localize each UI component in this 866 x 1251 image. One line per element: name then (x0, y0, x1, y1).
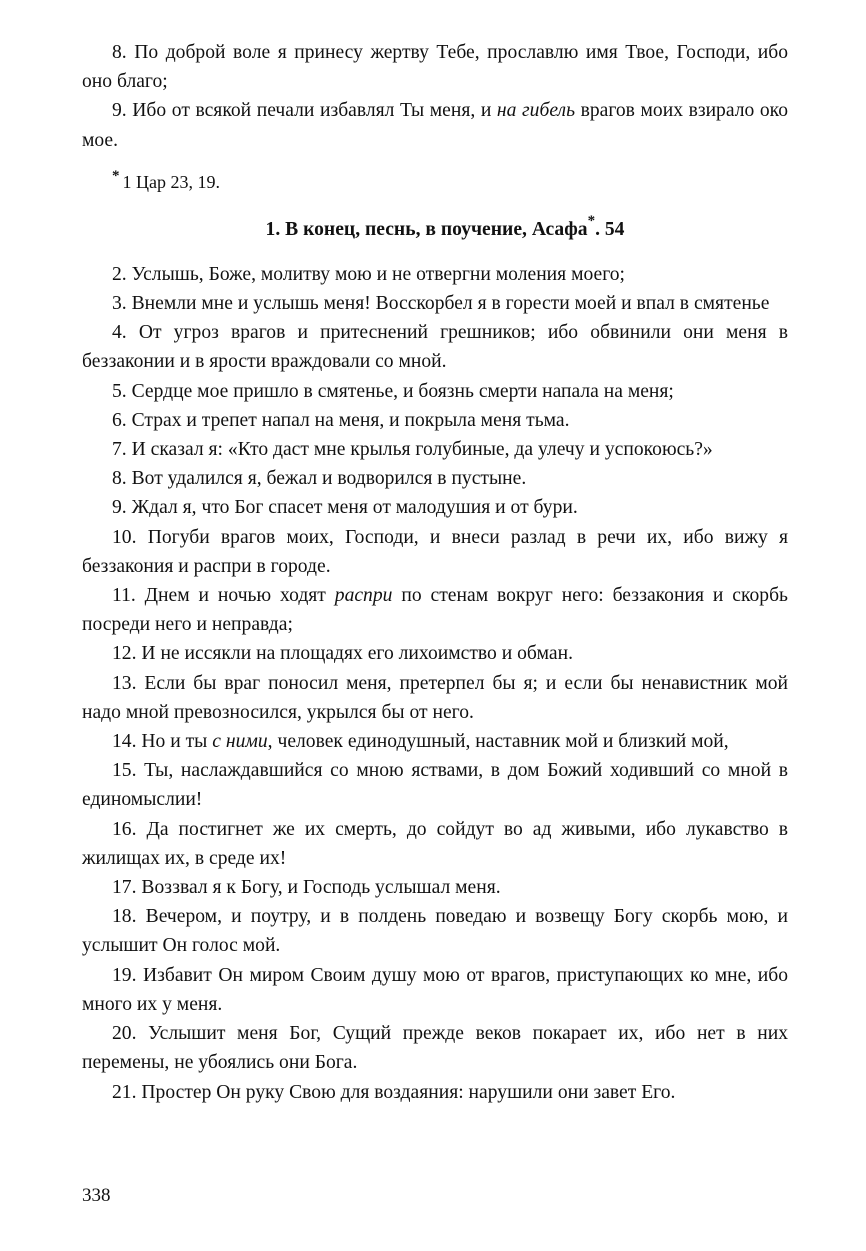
footnote (82, 169, 788, 197)
verse-italic-text: на гибель (496, 100, 575, 122)
verse-text: , человек единодушный, наставник мой и близкий мой, (267, 731, 729, 753)
verse-text: врагов моих взирало око мое. (82, 100, 788, 151)
page-number: 338 (82, 1185, 111, 1206)
verse-text: 6. Страх и трепет напал на меня, и покрыла меня тьма. (112, 409, 570, 431)
verse (82, 377, 788, 406)
verse-italic-text: с ними (212, 731, 268, 753)
verse-text: 10. Погуби врагов моих, Господи, и внеси разлад в речи их, ибо вижу я беззакония и распри в городе. (82, 526, 788, 577)
verse-text: 9. Ждал я, что Бог спасет меня от малодушия и от бури. (112, 497, 578, 519)
verse-text: 19. Избавит Он миром Своим душу мою от врагов, приступающих ко мне, ибо много их у меня. (82, 964, 788, 1015)
psalm-heading (82, 212, 788, 246)
verse (82, 581, 788, 639)
verse-text: 15. Ты, наслаждавшийся со мною яствами, в дом Божий ходивший со мной в единомыслии! (82, 760, 788, 811)
verses (82, 260, 788, 1107)
verse (82, 902, 788, 960)
verse-text: 8. По доброй воле я принесу жертву Тебе, прославлю имя Твое, Господи, ибо оно благо; (82, 42, 788, 93)
verse (82, 289, 788, 318)
heading-footnote-marker: * (587, 212, 596, 229)
verse (82, 493, 788, 522)
footnote-text: 1 Цар 23, 19. (122, 171, 220, 192)
verse-italic-text: распри (334, 585, 393, 607)
verse-text: 11. Днем и ночью ходят (112, 585, 335, 607)
verse (82, 727, 788, 756)
heading-text: 1. В конец, песнь, в поучение, Асафа (265, 218, 588, 240)
verse (82, 96, 788, 154)
verse-text: 5. Сердце мое пришло в смятенье, и боязнь смерти напала на меня; (112, 380, 674, 402)
verse (82, 318, 788, 376)
verse (82, 406, 788, 435)
verse (82, 756, 788, 814)
verse (82, 873, 788, 902)
verse (82, 1019, 788, 1077)
verse-text: 7. И сказал я: «Кто даст мне крылья голубиные, да улечу и успокоюсь?» (112, 439, 713, 461)
footnote-marker: * (112, 167, 120, 184)
verse-text: 8. Вот удалился я, бежал и водворился в пустыне. (112, 468, 527, 490)
verse (82, 260, 788, 289)
verse (82, 464, 788, 493)
verse-text: 21. Простер Он руку Свою для воздаяния: нарушили они завет Его. (112, 1081, 676, 1103)
verse (82, 435, 788, 464)
top-verses (82, 38, 788, 155)
page-body (82, 38, 788, 1107)
verse (82, 38, 788, 96)
verse (82, 1078, 788, 1107)
verse (82, 669, 788, 727)
verse-text: по стенам вокруг него: беззакония и скорбь посреди него и неправда; (82, 585, 788, 636)
verse-text: 13. Если бы враг поносил меня, претерпел бы я; и если бы ненавистник мой надо мной превозносился, укрылся бы от него. (82, 672, 788, 723)
verse-text: 9. Ибо от всякой печали избавлял Ты меня, и (112, 100, 497, 122)
verse (82, 523, 788, 581)
verse-text: 16. Да постигнет же их смерть, до сойдут во ад живыми, ибо лукавство в жилищах их, в среде их! (82, 818, 788, 869)
verse-text: 4. От угроз врагов и притеснений грешников; ибо обвинили они меня в беззаконии и в ярости враждовали со мной. (82, 322, 788, 373)
verse-text: 18. Вечером, и поутру, и в полдень поведаю и возвещу Богу скорбь мою, и услышит Он голос мой. (82, 906, 788, 957)
heading-number: . 54 (595, 218, 625, 240)
verse-text: 3. Внемли мне и услышь меня! Восскорбел я в горести моей и впал в смятенье (112, 293, 770, 315)
verse-text: 17. Воззвал я к Богу, и Господь услышал меня. (112, 877, 501, 899)
verse (82, 639, 788, 668)
verse-text: 12. И не иссякли на площадях его лихоимство и обман. (112, 643, 574, 665)
verse-text: 2. Услышь, Боже, молитву мою и не отвергни моления моего; (112, 263, 625, 285)
verse (82, 961, 788, 1019)
verse (82, 815, 788, 873)
verse-text: 20. Услышит меня Бог, Сущий прежде веков покарает их, ибо нет в них перемены, не убоялись они Бога. (82, 1023, 788, 1074)
verse-text: 14. Но и ты (112, 731, 213, 753)
